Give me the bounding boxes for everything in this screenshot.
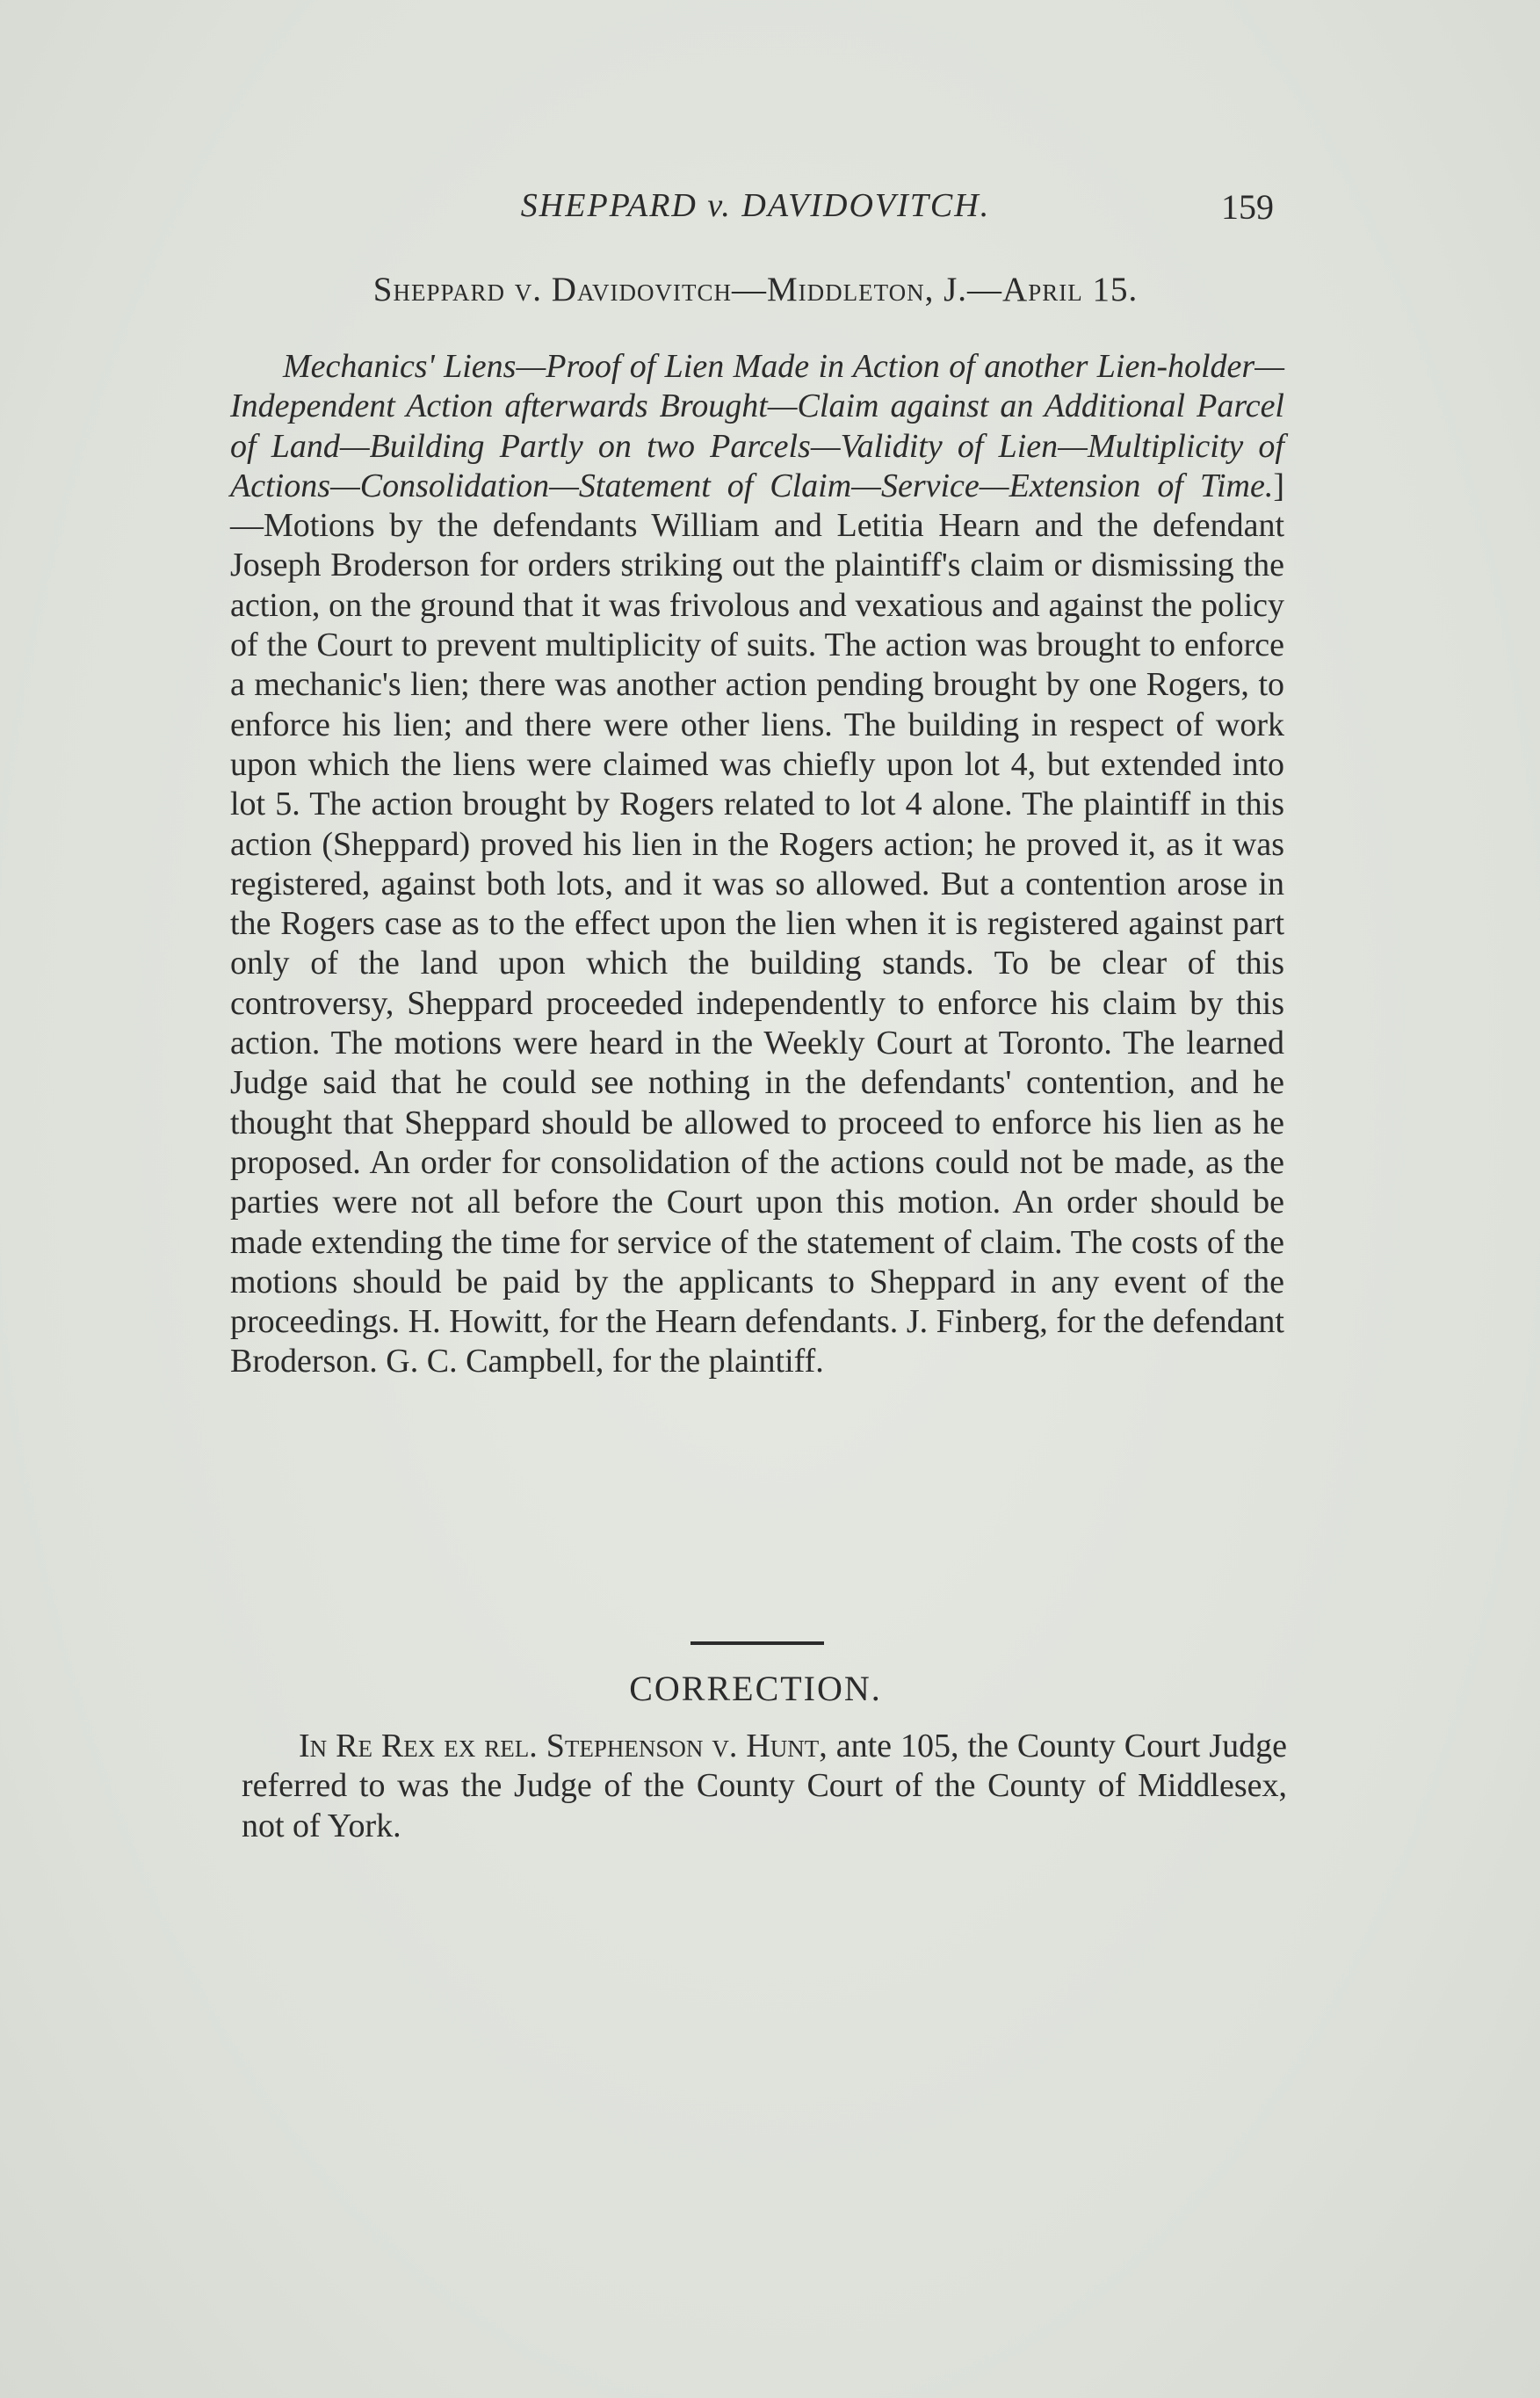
page-number: 159 xyxy=(1221,187,1274,227)
correction-case-reference: In Re Rex ex rel. Stephenson v. Hunt xyxy=(299,1728,820,1764)
correction-body: , ante 105, the County Court Judge referred to was the Judge of the County Court of the County of Middlesex, not of York. xyxy=(242,1728,1287,1844)
headnote-body: ]—Motions by the defendants William and Letitia Hearn and the defendant Joseph Broderson for orders striking out the plaintiff's claim or dismissing the action, on the ground that it was frivolous and vexatious and against the policy of the Court to prevent multiplicity of suits. The action was brought to enforce a mechanic's lien; there was another action pending brought by one Rogers, to enforce his lien; and there were other liens. The building in respect of work upon which the liens were claimed was chiefly upon lot 4, but extended into lot 5. The action brought by Rogers related to lot 4 alone. The plaintiff in this action (Sheppard) proved his lien in the Rogers action; he proved it, as it was registered, against both lots, and it was so allowed. But a contention arose in the Rogers case as to the effect upon the lien when it is registered against part only of the land upon which the building stands. To be clear of this controversy, Sheppard proceeded independently to enforce his claim by this action. The motions were heard in the Weekly Court at Toronto. The learned Judge said that he could see nothing in the defendants' contention, and he thought that Sheppard should be allowed to proceed to enforce his lien as he proposed. An order for consolidation of the actions could not be made, as the parties were not all before the Court upon this motion. An order should be made extending the time for service of the statement of claim. The costs of the motions should be paid by the applicants to Sheppard in any event of the proceedings. H. Howitt, for the Hearn defendants. J. Finberg, for the defendant Broderson. G. C. Campbell, for the plaintiff. xyxy=(230,467,1284,1380)
case-heading: Sheppard v. Davidovitch—Middleton, J.—April 15. xyxy=(372,271,1139,308)
headnote-catchwords: Mechanics' Liens—Proof of Lien Made in Action of another Lien-holder—Independent Action afterwards Brought—Claim against an Additional Parcel of Land—Building Partly on two Parcels—Validity of Lien—Multiplicity of Actions—Consolidation—Statement of Claim—Service—Extension of Time. xyxy=(230,348,1284,504)
running-title: SHEPPARD v. DAVIDOVITCH. xyxy=(520,187,991,224)
correction-heading: CORRECTION. xyxy=(629,1669,882,1708)
correction-paragraph xyxy=(242,1727,1287,1846)
section-divider xyxy=(690,1641,824,1645)
headnote-paragraph xyxy=(230,347,1284,1382)
running-head xyxy=(237,186,1274,230)
